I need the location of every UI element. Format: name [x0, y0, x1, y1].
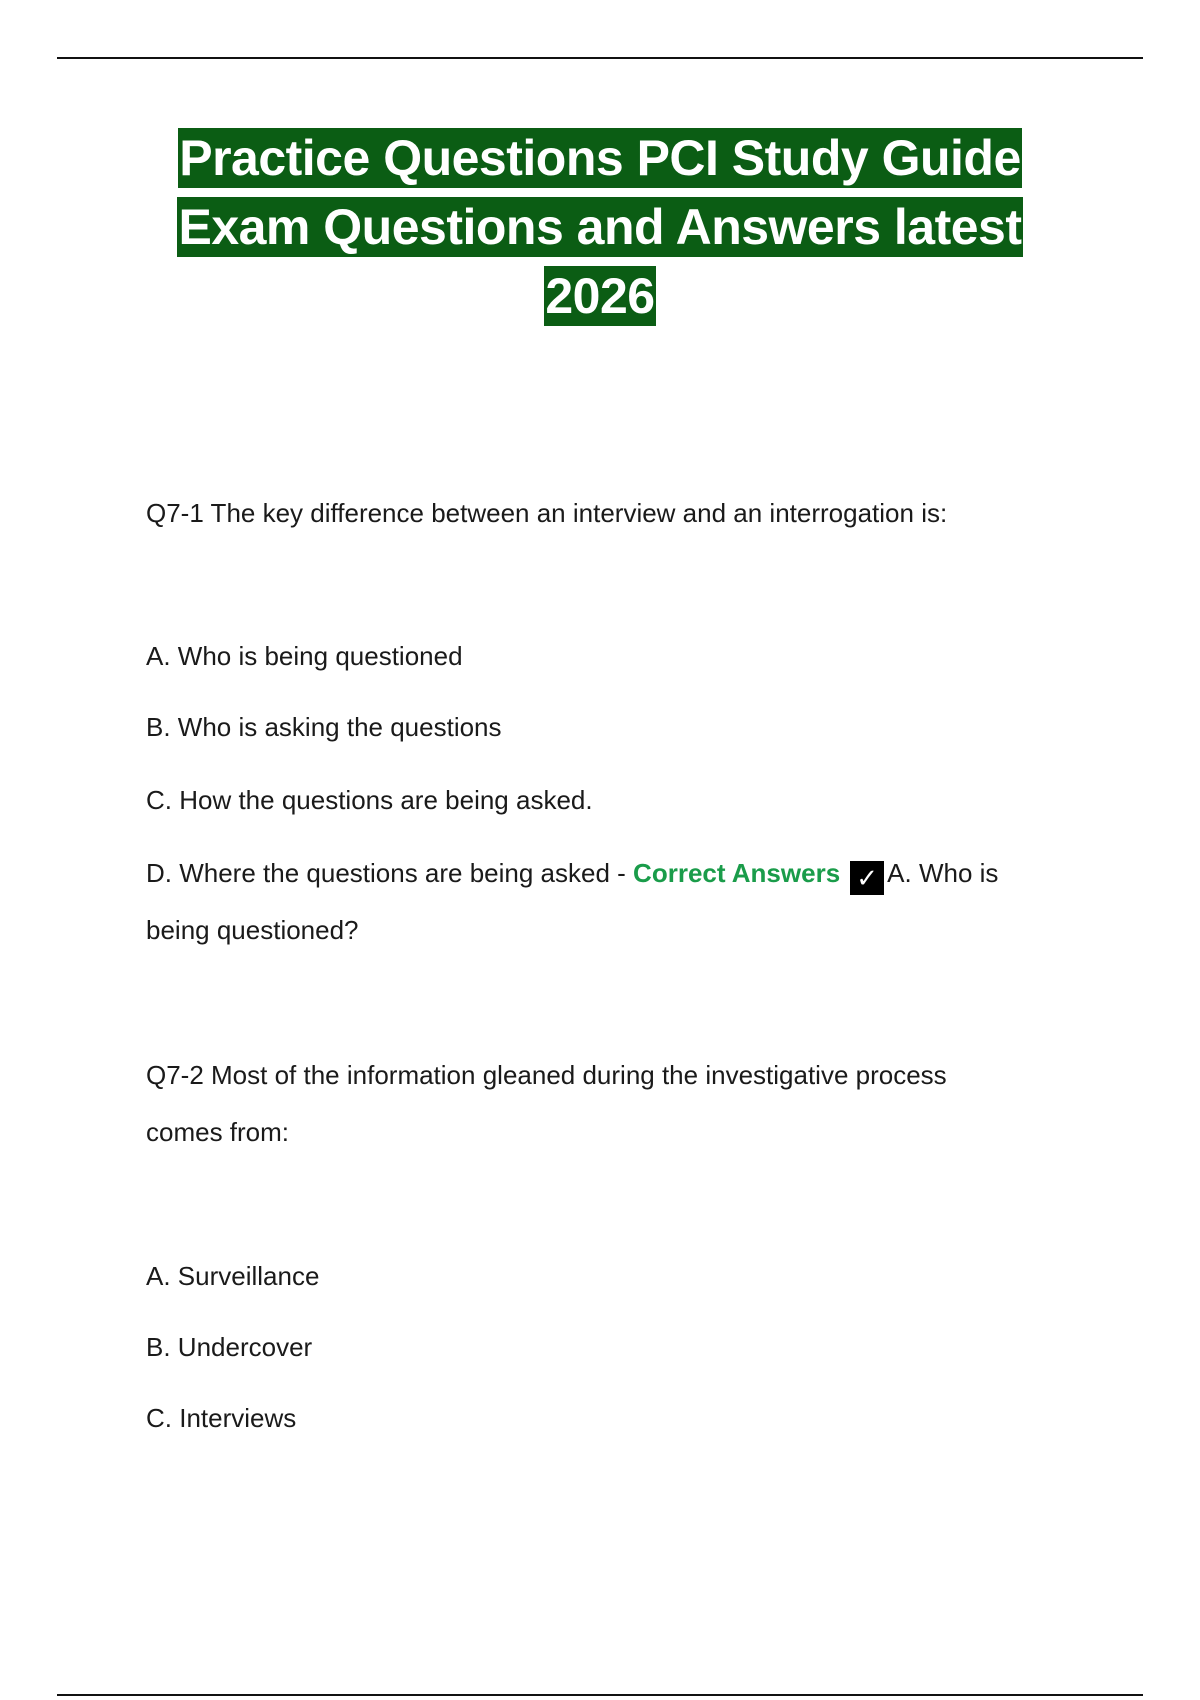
question-1-answer-part1: A. Who is — [887, 858, 999, 888]
question-1-option-a: A. Who is being questioned — [146, 641, 463, 671]
page-title — [0, 124, 1200, 331]
title-line-1: Practice Questions PCI Study Guide — [179, 130, 1021, 186]
question-1-option-d-line — [146, 858, 998, 895]
top-rule — [57, 57, 1143, 59]
question-1-answer-part2: being questioned? — [146, 915, 359, 945]
question-2-text-line-1: Q7-2 Most of the information gleaned during the investigative process — [146, 1060, 947, 1090]
title-line-3: 2026 — [545, 268, 655, 324]
question-2-option-c: C. Interviews — [146, 1403, 297, 1433]
question-1-option-c: C. How the questions are being asked. — [146, 785, 593, 815]
question-2-text-line-2: comes from: — [146, 1117, 290, 1147]
bottom-rule — [57, 1694, 1143, 1696]
correct-answers-label: Correct Answers — [633, 858, 841, 888]
question-1-option-b: B. Who is asking the questions — [146, 712, 502, 742]
question-1-option-d: D. Where the questions are being asked - — [146, 858, 634, 888]
question-2-option-b: B. Undercover — [146, 1332, 313, 1362]
question-2-option-a: A. Surveillance — [146, 1261, 320, 1291]
question-1-text: Q7-1 The key difference between an interview and an interrogation is: — [146, 498, 948, 528]
title-line-2: Exam Questions and Answers latest — [178, 199, 1022, 255]
check-icon: ✓ — [850, 861, 884, 895]
